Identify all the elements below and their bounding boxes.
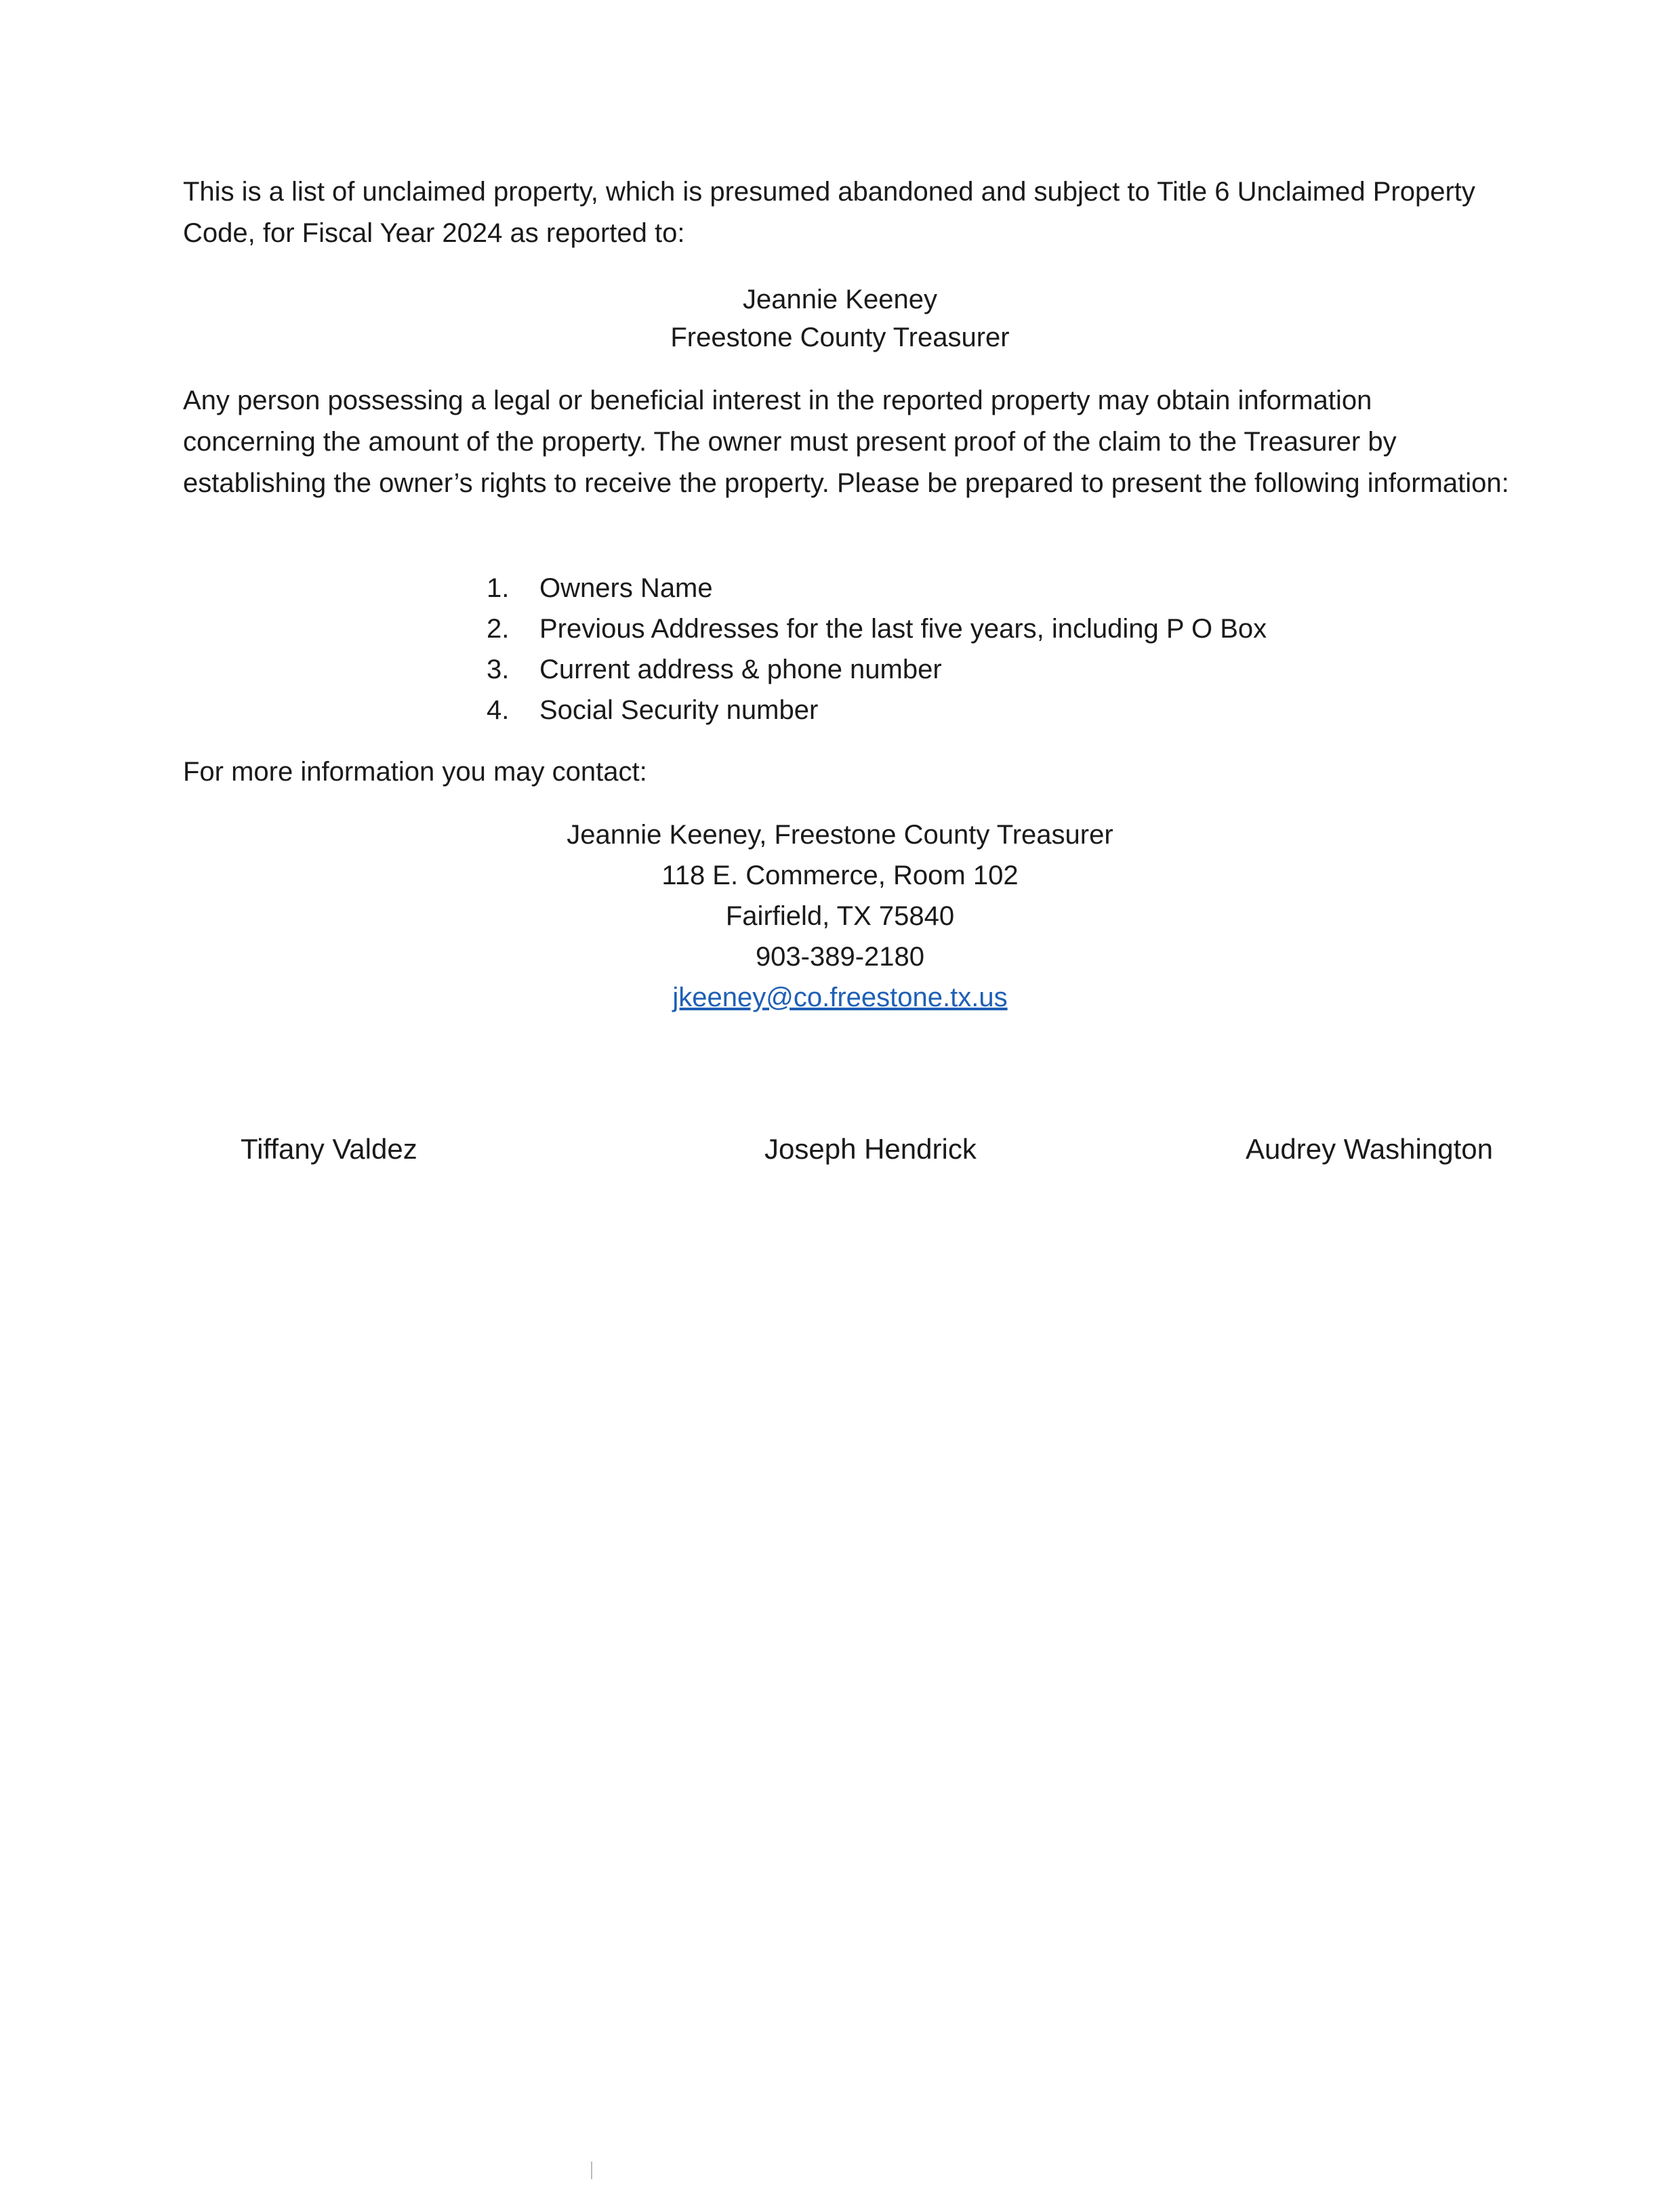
treasurer-name: Jeannie Keeney (743, 285, 937, 314)
contact-email-link[interactable]: jkeeney@co.freestone.tx.us (672, 983, 1008, 1012)
requirements-list (487, 568, 1267, 730)
signer-joseph-hendrick: Joseph Hendrick (764, 1133, 977, 1165)
contact-intro: For more information you may contact: (183, 757, 647, 787)
list-item-text: Previous Addresses for the last five years, including P O Box (539, 614, 1267, 644)
contact-city: Fairfield, TX 75840 (725, 901, 955, 931)
contact-phone: 903-389-2180 (755, 942, 925, 972)
list-item-text: Current address & phone number (539, 655, 942, 684)
list-item (487, 568, 1267, 608)
contact-street: 118 E. Commerce, Room 102 (661, 861, 1019, 890)
instructions-paragraph: Any person possessing a legal or beneficial interest in the reported property may obtain information concerning the amount of the property. The owner must present proof of the claim to the Treasurer by establishing the owner’s rights to receive the property. Please be prepared to present the following information: (183, 386, 1509, 498)
list-item-number: 2. (487, 614, 510, 644)
list-item-text: Social Security number (539, 695, 819, 725)
signer-tiffany-valdez: Tiffany Valdez (241, 1133, 417, 1165)
list-item-number: 4. (487, 695, 510, 725)
list-item (487, 690, 1267, 730)
scan-mark (591, 2162, 592, 2179)
reported-to-block (0, 281, 1680, 356)
contact-name-title: Jeannie Keeney, Freestone County Treasurer (567, 820, 1113, 850)
list-item (487, 608, 1267, 649)
list-item-number: 3. (487, 655, 510, 684)
list-item-number: 1. (487, 573, 510, 603)
list-item (487, 649, 1267, 690)
list-item-text: Owners Name (539, 573, 713, 603)
intro-paragraph: This is a list of unclaimed property, which is presumed abandoned and subject to Title 6 Unclaimed Property Code, for Fiscal Year 2024 as reported to: (183, 177, 1475, 248)
signer-audrey-washington: Audrey Washington (1246, 1133, 1493, 1165)
contact-block (0, 814, 1680, 1018)
treasurer-title: Freestone County Treasurer (670, 323, 1010, 352)
